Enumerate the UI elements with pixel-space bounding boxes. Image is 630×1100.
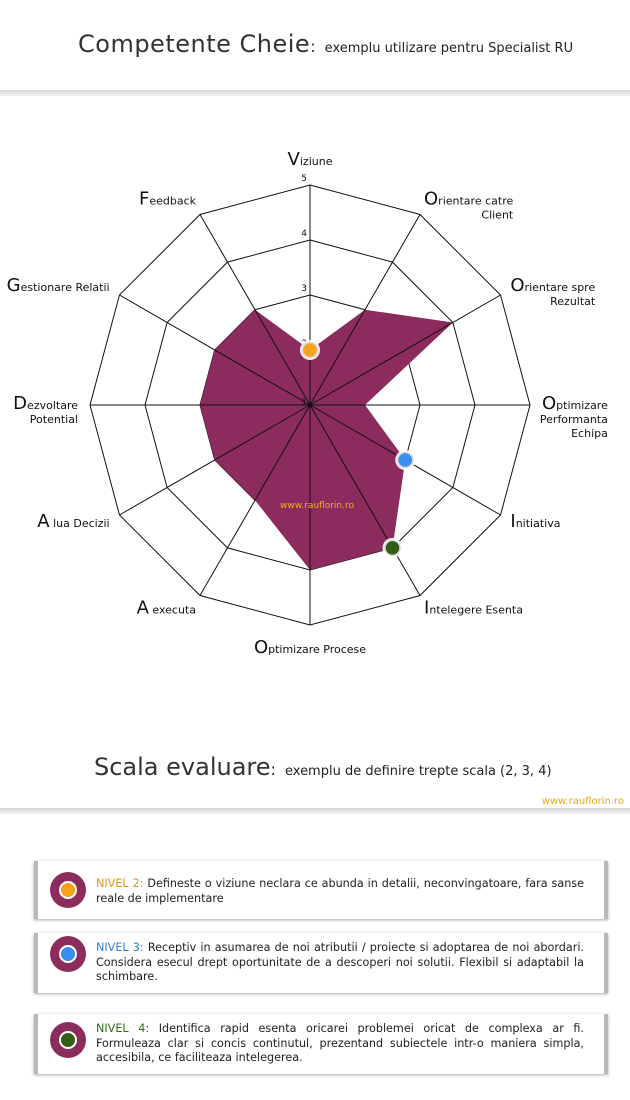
level-3-dot-icon xyxy=(59,945,77,963)
data-area xyxy=(200,310,453,570)
axis-label-line-3-1: Performanta xyxy=(539,413,608,426)
axis-label-4 xyxy=(510,511,560,532)
header xyxy=(0,0,630,92)
level-3-label: NIVEL 3: xyxy=(96,941,144,954)
scale-title-main: Scala evaluare xyxy=(94,753,271,781)
level-4-text: Identifica rapid esenta oricarei problemei oricat de complexa ar fi. Formuleaza clar si concis continutul, prezentand subiectele intr-o maniera simpla, accesibila, ce faciliteaza intelegerea. xyxy=(96,1022,584,1064)
axis-label-text-11: eedback xyxy=(149,194,196,208)
axis-label-5 xyxy=(424,597,523,618)
level-4-description xyxy=(96,1022,584,1066)
axis-label-text-8: lua Decizii xyxy=(49,517,110,530)
axis-label-initial-7: A xyxy=(136,597,149,619)
axis-label-text-0: iziune xyxy=(299,155,333,168)
axis-label-initial-1: O xyxy=(424,188,439,210)
radar-chart xyxy=(0,120,630,690)
level-2-label: NIVEL 2: xyxy=(96,877,144,890)
footer-watermark: www.rauflorin.ro xyxy=(541,796,624,807)
axis-label-initial-10: G xyxy=(6,275,21,296)
axis-label-text-3: ptimizare xyxy=(556,399,608,412)
axis-label-initial-8: A xyxy=(37,511,50,532)
axis-label-initial-9: D xyxy=(13,393,28,414)
axis-label-text-10: estionare Relatii xyxy=(20,281,110,294)
axis-label-line-1-1: Client xyxy=(481,208,514,222)
axis-label-initial-5: I xyxy=(424,597,430,619)
axis-label-text-6: ptimizare Procese xyxy=(268,643,367,656)
axis-label-text-9: ezvoltare xyxy=(27,399,78,412)
axis-label-initial-2: O xyxy=(510,275,525,296)
level-3-description xyxy=(96,941,584,985)
tick-label-1: 1 xyxy=(301,398,307,408)
level-4-dot-icon xyxy=(59,1031,77,1049)
axis-label-text-2: rientare spre xyxy=(524,281,596,294)
level-3-text: Receptiv in asumarea de noi atributii / proiecte si adoptarea de noi abordari. Considera esecul drept oportunitate de a descoperi noi solutii. Flexibil si adaptabil la schimbare. xyxy=(96,941,584,983)
scale-subtitle: exemplu de definire trepte scala (2, 3, 4) xyxy=(285,764,552,779)
axis-label-text-1: rientare catre xyxy=(438,194,514,208)
axis-label-line-2-1: Rezultat xyxy=(550,295,596,308)
chart-watermark: www.rauflorin.ro xyxy=(280,501,354,511)
tick-label-5: 5 xyxy=(301,174,307,184)
level-card-4 xyxy=(34,1014,608,1074)
axis-label-initial-6: O xyxy=(253,637,269,658)
axis-label-6 xyxy=(254,637,366,658)
tick-label-3: 3 xyxy=(301,284,307,294)
scale-divider xyxy=(0,808,630,814)
axis-label-1 xyxy=(424,189,513,210)
scale-title-colon: : xyxy=(270,760,276,779)
axis-label-9 xyxy=(13,393,78,414)
header-divider xyxy=(0,90,630,96)
axis-label-11 xyxy=(139,189,197,210)
axis-label-line-9-1: Potential xyxy=(29,413,78,426)
level-card-3 xyxy=(34,933,608,993)
level-2-dot-icon xyxy=(59,881,77,899)
level-4-label: NIVEL 4: xyxy=(96,1022,150,1035)
axis-label-7 xyxy=(137,597,196,618)
marker-dot-0 xyxy=(303,343,318,358)
level-2-description xyxy=(96,877,584,906)
title-colon: : xyxy=(310,37,316,56)
tick-label-4: 4 xyxy=(301,229,307,239)
axis-label-text-5: ntelegere Esenta xyxy=(429,603,523,617)
axis-label-text-4: nitiativa xyxy=(515,517,561,530)
marker-dot-4 xyxy=(398,453,413,468)
axis-label-text-7: executa xyxy=(148,603,196,617)
title-subtitle: exemplu utilizare pentru Specialist RU xyxy=(324,41,574,56)
axis-label-line-3-2: Echipa xyxy=(571,427,608,440)
axis-label-10 xyxy=(7,275,110,296)
axis-label-2 xyxy=(510,275,595,296)
level-2-badge-icon xyxy=(50,872,86,908)
level-card-2 xyxy=(34,861,608,919)
axis-label-0 xyxy=(288,149,333,170)
axis-label-initial-3: O xyxy=(542,393,557,414)
axis-label-3 xyxy=(542,393,608,414)
page-title xyxy=(78,30,573,58)
level-4-badge-icon xyxy=(50,1022,86,1058)
scale-title xyxy=(94,753,552,781)
marker-dot-5 xyxy=(385,540,400,555)
level-3-badge-icon xyxy=(50,936,86,972)
axis-label-initial-4: I xyxy=(510,511,516,532)
axis-label-initial-0: V xyxy=(287,149,300,170)
title-main: Competente Cheie xyxy=(78,30,311,58)
level-2-text: Defineste o viziune neclara ce abunda in detalii, neconvingatoare, fara sanse reale de implementare xyxy=(96,877,584,905)
axis-label-initial-11: F xyxy=(138,188,150,210)
axis-label-8 xyxy=(37,511,109,532)
